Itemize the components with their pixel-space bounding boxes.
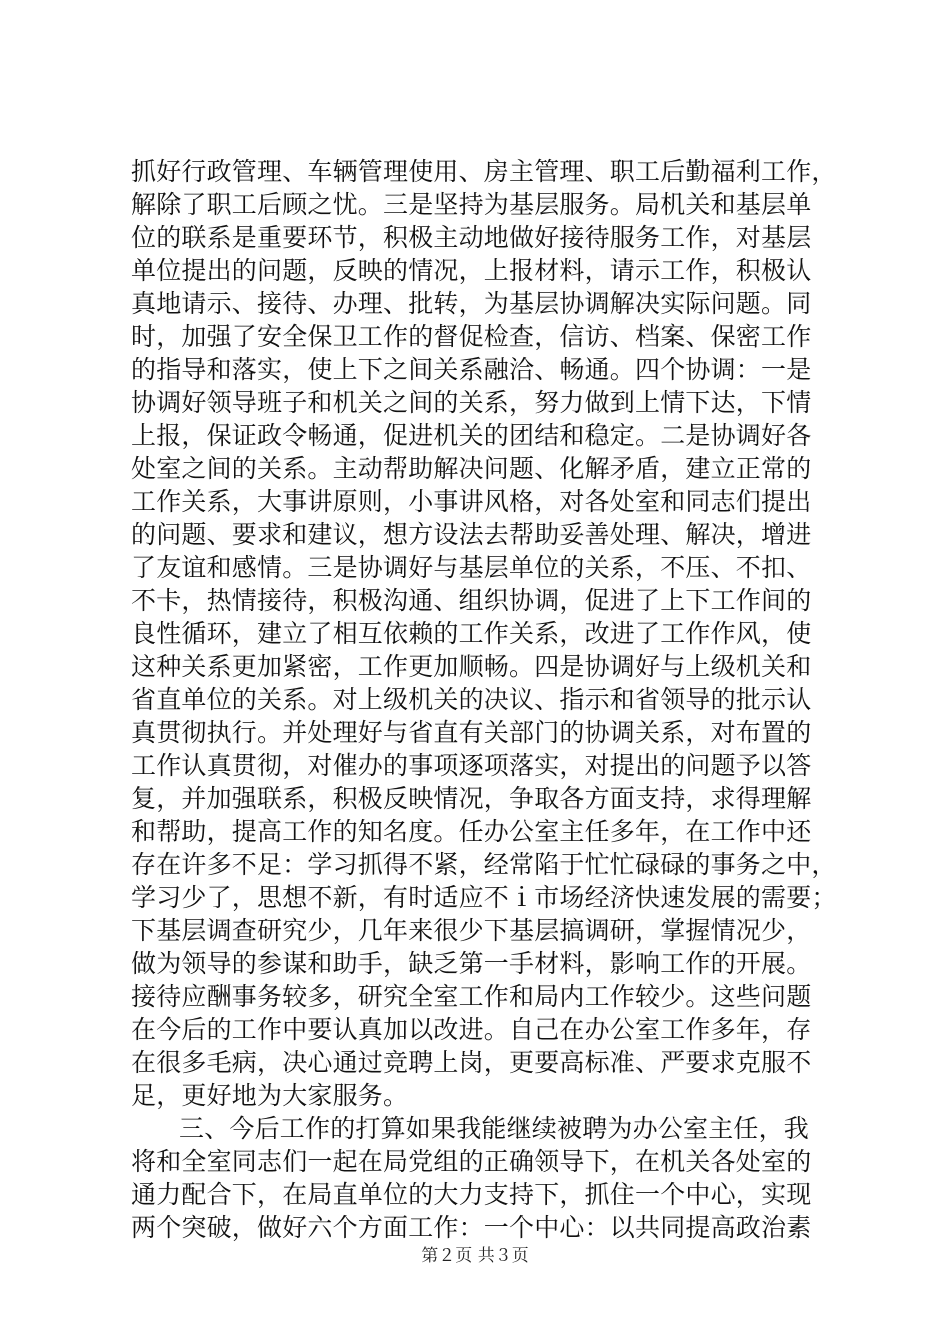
text-line: 通力配合下，在局直单位的大力支持下，抓住一个中心，实现	[131, 1180, 812, 1209]
text-line: 良性循环，建立了相互依赖的工作关系，改进了工作作风，使	[131, 619, 812, 648]
text-line-paragraph-start: 三、今后工作的打算如果我能继续被聘为办公室主任，我	[179, 1114, 810, 1143]
text-line: 处室之间的关系。主动帮助解决问题、化解矛盾，建立正常的	[131, 454, 812, 483]
text-line: 的指导和落实，使上下之间关系融洽、畅通。四个协调：一是	[131, 355, 812, 384]
text-line: 和帮助，提高工作的知名度。任办公室主任多年，在工作中还	[131, 817, 812, 846]
text-line: 两个突破，做好六个方面工作：一个中心：以共同提高政治素	[131, 1213, 812, 1242]
text-line: 单位提出的问题，反映的情况，上报材料，请示工作，积极认	[131, 256, 812, 285]
text-line: 学习少了，思想不新，有时适应不ｉ市场经济快速发展的需要；	[131, 883, 837, 912]
text-line: 在很多毛病，决心通过竞聘上岗，更要高标准、严要求克服不	[131, 1048, 812, 1077]
text-line: 将和全室同志们一起在局党组的正确领导下，在机关各处室的	[131, 1147, 812, 1176]
text-line: 真地请示、接待、办理、批转，为基层协调解决实际问题。同	[131, 289, 812, 318]
text-line: 时，加强了安全保卫工作的督促检查，信访、档案、保密工作	[131, 322, 812, 351]
text-line: 工作关系，大事讲原则，小事讲风格，对各处室和同志们提出	[131, 487, 812, 516]
text-line: 抓好行政管理、车辆管理使用、房主管理、职工后勤福利工作，	[131, 157, 837, 186]
text-line: 省直单位的关系。对上级机关的决议、指示和省领导的批示认	[131, 685, 812, 714]
text-line: 存在许多不足：学习抓得不紧，经常陷于忙忙碌碌的事务之中，	[131, 850, 837, 879]
text-line: 不卡，热情接待，积极沟通、组织协调，促进了上下工作间的	[131, 586, 812, 615]
text-line: 上报，保证政令畅通，促进机关的团结和稳定。二是协调好各	[131, 421, 812, 450]
text-line: 协调好领导班子和机关之间的关系，努力做到上情下达，下情	[131, 388, 812, 417]
text-line: 的问题、要求和建议，想方设法去帮助妥善处理、解决，增进	[131, 520, 812, 549]
text-line: 工作认真贯彻，对催办的事项逐项落实，对提出的问题予以答	[131, 751, 812, 780]
text-line: 了友谊和感情。三是协调好与基层单位的关系，不压、不扣、	[131, 553, 812, 582]
page-number-footer: 第２页 共３页	[421, 1246, 529, 1266]
document-body	[131, 155, 836, 1244]
text-line: 这种关系更加紧密，工作更加顺畅。四是协调好与上级机关和	[131, 652, 812, 681]
text-line: 真贯彻执行。并处理好与省直有关部门的协调关系，对布置的	[131, 718, 812, 747]
text-line: 在今后的工作中要认真加以改进。自己在办公室工作多年，存	[131, 1015, 812, 1044]
text-line: 足，更好地为大家服务。	[131, 1081, 409, 1110]
text-line: 做为领导的参谋和助手，缺乏第一手材料，影响工作的开展。	[131, 949, 812, 978]
text-line: 下基层调查研究少，几年来很少下基层搞调研，掌握情况少，	[131, 916, 812, 945]
text-line: 复，并加强联系，积极反映情况，争取各方面支持，求得理解	[131, 784, 812, 813]
text-line: 位的联系是重要环节，积极主动地做好接待服务工作，对基层	[131, 223, 812, 252]
text-line: 解除了职工后顾之忧。三是坚持为基层服务。局机关和基层单	[131, 190, 812, 219]
text-line: 接待应酬事务较多，研究全室工作和局内工作较少。这些问题	[131, 982, 812, 1011]
